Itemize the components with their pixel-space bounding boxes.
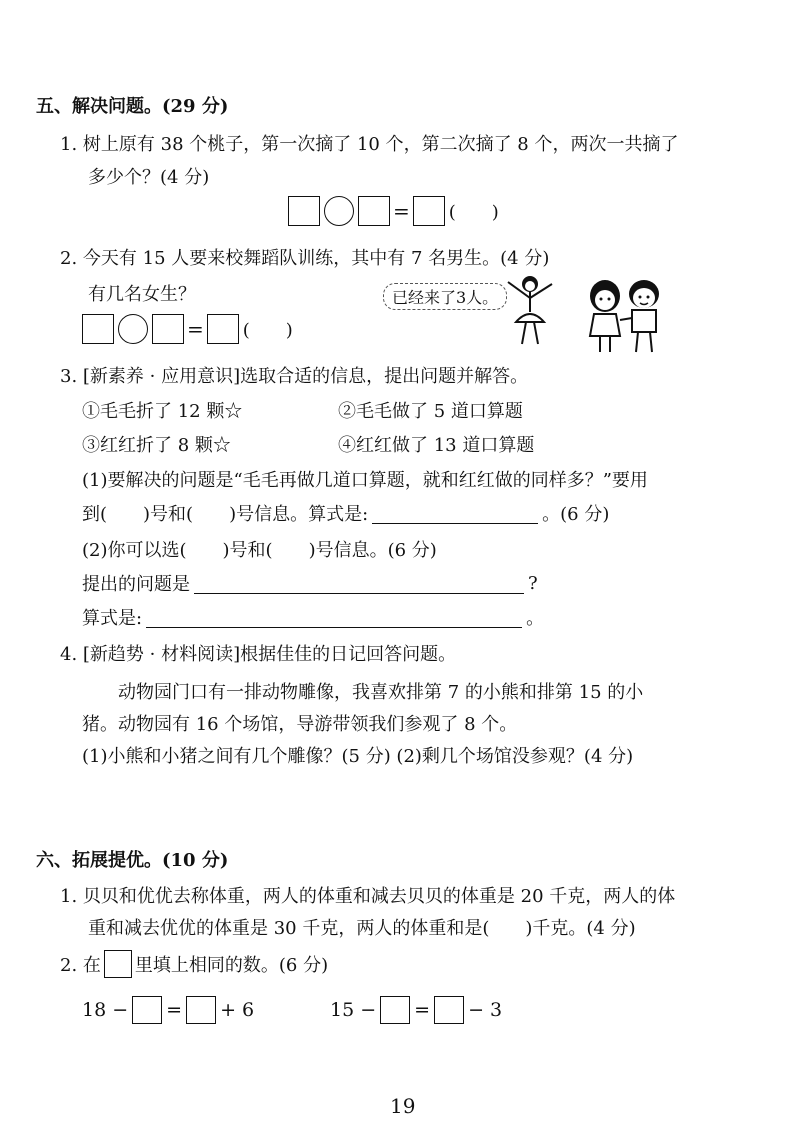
q1-answer-box-1[interactable] [288,196,320,226]
s6-q2-sample-box [104,950,132,978]
q4-diary-line1: 动物园门口有一排动物雕像，我喜欢排第 7 的小熊和排第 15 的小 [118,682,644,703]
q3-part1-score: 。(6 分) [542,504,610,525]
q2-speech-bubble: 已经来了3人。 [383,283,507,310]
q4-diary-line2: 猪。动物园有 16 个场馆，导游带领我们参观了 8 个。 [82,714,518,735]
s6-q1-line1: 1. 贝贝和优优去称体重，两人的体重和减去贝贝的体重是 20 千克，两人的体 [60,886,676,907]
q2-equals-sign: = [187,317,204,341]
s6-q2-post: 里填上相同的数。(6 分) [134,955,329,976]
two-children-icon [580,276,670,356]
q1-answer-box-2[interactable] [358,196,390,226]
s6-eq2-box-2[interactable] [434,996,464,1024]
q3-part2-question-line[interactable] [194,573,524,594]
s6-eq2-right: − 3 [468,999,503,1021]
s6-eq2-left: 15 − [330,999,377,1021]
s6-eq1-right: + 6 [220,999,255,1021]
q1-unit-paren[interactable]: ( ) [448,202,499,223]
q4-text-line1: 4. [新趋势 · 材料阅读]根据佳佳的日记回答问题。 [60,644,457,665]
q3-part1-line2-text: 到( )号和( )号信息。算式是: [82,504,369,525]
q3-part1-line2 [82,500,609,526]
q2-text-line1: 2. 今天有 15 人要来校舞蹈队训练，其中有 7 名男生。(4 分) [60,248,550,269]
q3-part2-question-mark: ? [528,572,538,594]
q3-info-3: ③红红折了 8 颗☆ [82,435,231,456]
q2-answer-box-1[interactable] [82,314,114,344]
q3-part2-formula-line[interactable] [146,607,522,628]
s6-q2-equation-1 [82,996,254,1024]
q2-operator-circle[interactable] [118,314,148,344]
q3-part1-line1: (1)要解决的问题是“毛毛再做几道口算题，就和红红做的同样多？”要用 [82,470,648,491]
q3-part1-formula-line[interactable] [372,503,538,524]
dancer-girl-icon [500,270,560,350]
q3-info-4: ④红红做了 13 道口算题 [338,435,535,456]
q2-result-box[interactable] [207,314,239,344]
q2-answer-box-2[interactable] [152,314,184,344]
q1-equals-sign: = [393,199,410,223]
q3-part2-formula [82,604,544,630]
q3-part2-question [82,570,538,596]
q1-operator-circle[interactable] [324,196,354,226]
q2-text-line2: 有几名女生？ [88,284,196,305]
q3-text-line1: 3. [新素养 · 应用意识]选取合适的信息，提出问题并解答。 [60,366,529,387]
s6-q1-line2: 重和减去优优的体重是 30 千克，两人的体重和是( )千克。(4 分) [88,918,636,939]
q3-part2-line1: (2)你可以选( )号和( )号信息。(6 分) [82,540,437,561]
q2-unit-paren[interactable]: ( ) [242,320,293,341]
q4-sub-questions: (1)小熊和小猪之间有几个雕像？(5 分) (2)剩几个场馆没参观？(4 分) [82,746,634,767]
section-6-title: 六、拓展提优。(10 分) [36,850,229,871]
q3-part2-formula-label: 算式是: [82,608,143,629]
s6-eq1-left: 18 − [82,999,129,1021]
s6-eq1-box-1[interactable] [132,996,162,1024]
q3-info-2: ②毛毛做了 5 道口算题 [338,401,523,422]
s6-eq2-equals: = [414,999,431,1021]
q1-text-line2: 多少个？(4 分) [88,167,210,188]
q1-result-box[interactable] [413,196,445,226]
q3-part2-formula-end: 。 [526,608,545,629]
s6-q2-equation-2 [330,996,502,1024]
page-number: 19 [390,1094,416,1118]
q1-equation [288,196,499,226]
s6-q2-instruction [60,950,328,978]
q3-part2-question-label: 提出的问题是 [82,574,190,595]
q1-text-line1: 1. 树上原有 38 个桃子，第一次摘了 10 个，第二次摘了 8 个，两次一共摘了 [60,134,679,155]
q3-info-1: ①毛毛折了 12 颗☆ [82,401,243,422]
section-5-title: 五、解决问题。(29 分) [36,96,229,117]
s6-q2-pre: 2. 在 [60,955,101,976]
q2-equation [82,314,293,344]
s6-eq2-box-1[interactable] [380,996,410,1024]
s6-eq1-box-2[interactable] [186,996,216,1024]
s6-eq1-equals: = [166,999,183,1021]
